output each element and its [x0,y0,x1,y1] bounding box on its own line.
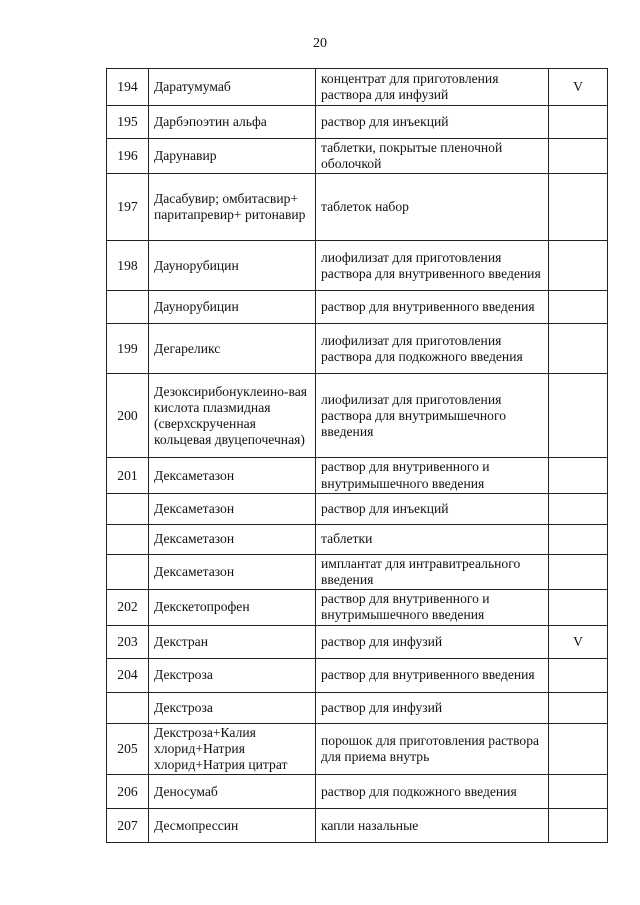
row-number: 200 [107,374,149,458]
drug-name: Дексаметазон [149,524,316,554]
row-number [107,554,149,589]
page-number: 20 [313,36,327,51]
drug-name: Дексаметазон [149,458,316,493]
dosage-form: раствор для инфузий [316,692,549,723]
mark-cell [549,458,608,493]
mark-cell [549,291,608,324]
mark-cell [549,723,608,775]
dosage-form: таблетки, покрытые пленочной оболочкой [316,139,549,174]
dosage-form: раствор для подкожного введения [316,775,549,809]
dosage-form: таблеток набор [316,174,549,241]
drug-name: Дасабувир; омбитасвир+ паритапревир+ ритонавир [149,174,316,241]
dosage-form: раствор для инфузий [316,625,549,658]
drug-name: Даунорубицин [149,291,316,324]
mark-cell: V [549,625,608,658]
dosage-form: концентрат для приготовления раствора для инфузий [316,69,549,106]
drug-name: Десмопрессин [149,809,316,843]
row-number [107,493,149,524]
table-row [107,723,608,775]
row-number: 194 [107,69,149,106]
row-number [107,692,149,723]
row-number: 203 [107,625,149,658]
row-number: 205 [107,723,149,775]
row-number: 195 [107,106,149,139]
row-number [107,291,149,324]
table-row [107,658,608,692]
drug-name: Декстроза+Калия хлорид+Натрия хлорид+Натрия цитрат [149,723,316,775]
table-row [107,692,608,723]
row-number: 204 [107,658,149,692]
drug-name: Дезоксирибонуклеино-вая кислота плазмидная (сверхскрученная кольцевая двуцепочечная) [149,374,316,458]
table-row [107,458,608,493]
table-row [107,241,608,291]
mark-cell [549,692,608,723]
table-row [107,139,608,174]
table-row [107,775,608,809]
table-row [107,554,608,589]
dosage-form: раствор для внутривенного введения [316,658,549,692]
row-number: 202 [107,590,149,625]
dosage-form: лиофилизат для приготовления раствора для внутримышечного введения [316,374,549,458]
drug-name: Дарунавир [149,139,316,174]
dosage-form: лиофилизат для приготовления раствора для подкожного введения [316,324,549,374]
drug-name: Дарбэпоэтин альфа [149,106,316,139]
dosage-form: порошок для приготовления раствора для приема внутрь [316,723,549,775]
mark-cell [549,324,608,374]
table-row [107,374,608,458]
dosage-form: имплантат для интравитреального введения [316,554,549,589]
table-row [107,69,608,106]
drug-name: Деносумаб [149,775,316,809]
dosage-form: капли назальные [316,809,549,843]
mark-cell [549,554,608,589]
dosage-form: раствор для внутривенного и внутримышечного введения [316,590,549,625]
drug-name: Дексаметазон [149,554,316,589]
row-number [107,524,149,554]
row-number: 197 [107,174,149,241]
drug-name: Даратумумаб [149,69,316,106]
dosage-form: раствор для инъекций [316,106,549,139]
mark-cell [549,590,608,625]
mark-cell [549,174,608,241]
dosage-form: раствор для внутривенного введения [316,291,549,324]
drug-name: Декстроза [149,658,316,692]
row-number: 206 [107,775,149,809]
table-row [107,174,608,241]
row-number: 198 [107,241,149,291]
drug-name: Декскетопрофен [149,590,316,625]
drug-name: Декстроза [149,692,316,723]
drug-name: Дексаметазон [149,493,316,524]
mark-cell [549,809,608,843]
mark-cell [549,658,608,692]
mark-cell [549,374,608,458]
dosage-form: раствор для инъекций [316,493,549,524]
row-number: 199 [107,324,149,374]
table-row [107,324,608,374]
table-row [107,524,608,554]
row-number: 207 [107,809,149,843]
mark-cell [549,524,608,554]
dosage-form: лиофилизат для приготовления раствора для внутривенного введения [316,241,549,291]
mark-cell [549,493,608,524]
row-number: 196 [107,139,149,174]
drug-name: Декстран [149,625,316,658]
mark-cell: V [549,69,608,106]
table-row [107,291,608,324]
drug-name: Даунорубицин [149,241,316,291]
table-row [107,493,608,524]
table-row [107,625,608,658]
mark-cell [549,241,608,291]
table-row [107,590,608,625]
table-row [107,106,608,139]
mark-cell [549,106,608,139]
table-row [107,809,608,843]
drug-name: Дегареликс [149,324,316,374]
mark-cell [549,139,608,174]
dosage-form: таблетки [316,524,549,554]
drug-table [106,68,608,843]
row-number: 201 [107,458,149,493]
dosage-form: раствор для внутривенного и внутримышечного введения [316,458,549,493]
mark-cell [549,775,608,809]
